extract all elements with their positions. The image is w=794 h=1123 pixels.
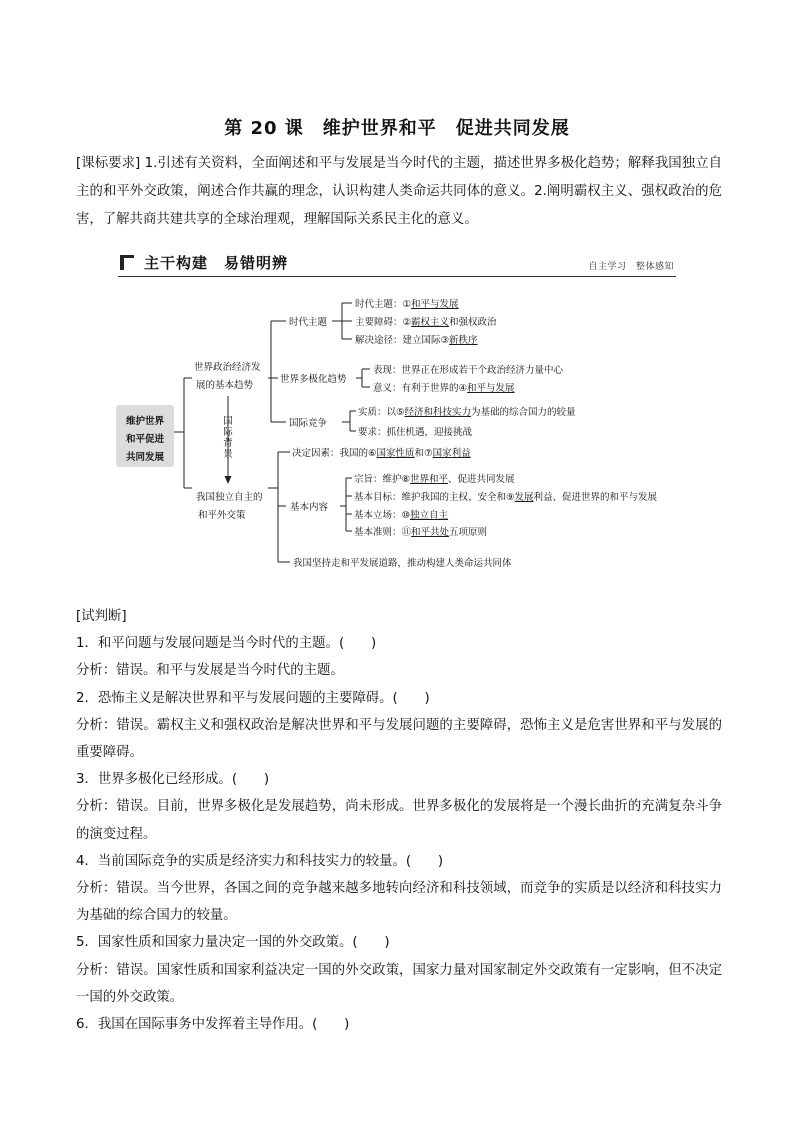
comp-item-2: [358, 426, 473, 438]
section-title: 主干构建 易错明辨: [144, 254, 289, 272]
question-1: 1．和平问题与发展问题是当今时代的主题。( ): [76, 636, 377, 652]
svg-text:国: 国: [223, 416, 233, 427]
svg-text:际: 际: [223, 427, 233, 438]
section-subtitle: 自主学习 整体感知: [588, 262, 674, 272]
svg-text:解决途径：建立国际③新秩序: 解决途径：建立国际③新秩序: [355, 335, 478, 346]
svg-text:背: 背: [223, 438, 233, 449]
svg-text:主要障碍：②霸权主义和强权政治: 主要障碍：②霸权主义和强权政治: [355, 317, 497, 328]
international-background-label: [223, 416, 233, 460]
question-6: 6．我国在国际事务中发挥着主导作用。( ): [76, 1017, 350, 1033]
analysis-5: 分析：错误。国家性质和国家利益决定一国的外交政策，国家力量对国家制定外交政策有一定影响，但不决定一国的外交政策。: [76, 962, 722, 1005]
svg-text:实质：以⑤经济和科技实力为基础的综合国力的较量: 实质：以⑤经济和科技实力为基础的综合国力的较量: [358, 407, 576, 418]
peaceful-development-path: 我国坚持走和平发展道路，推动构建人类命运共同体: [293, 558, 512, 569]
branch1-line-1: 世界政治经济发: [194, 362, 261, 373]
analysis-4: 分析：错误。当今世界，各国之间的竞争越来越多地转向经济和科技领域，而竞争的实质是以经济和科技实力为基础的综合国力的较量。: [76, 881, 722, 924]
svg-text:要求：抓住机遇，迎接挑战: 要求：抓住机遇，迎接挑战: [358, 427, 473, 438]
svg-text:表现：世界正在形成若干个政治经济力量中心: 表现：世界正在形成若干个政治经济力量中心: [373, 365, 564, 376]
svg-text:基本目标：维护我国的主权、安全和⑨发展利益、促进世界的和平与: 基本目标：维护我国的主权、安全和⑨发展利益、促进世界的和平与发展: [354, 492, 658, 503]
node-competition: 国际竞争: [289, 418, 328, 429]
judgment-section: [76, 603, 722, 1038]
question-2: 2．恐怖主义是解决世界和平与发展问题的主要障碍。( ): [76, 690, 430, 706]
analysis-1: 分析：错误。和平与发展是当今时代的主题。: [76, 663, 344, 679]
branch2-line-1: 我国独立自主的: [196, 492, 263, 503]
node-basic-content: 基本内容: [290, 502, 329, 513]
svg-text:意义：有利于世界的④和平与发展: 意义：有利于世界的④和平与发展: [373, 383, 515, 394]
svg-text:时代主题：①和平与发展: 时代主题：①和平与发展: [355, 299, 459, 310]
judgment-heading: [试判断]: [76, 609, 127, 624]
node-era-theme: 时代主题: [289, 317, 328, 328]
multi-item-2: [373, 382, 515, 394]
basic-item-1: [354, 473, 515, 485]
arrow-down-icon: [225, 476, 232, 484]
question-5: 5．国家性质和国家力量决定一国的外交政策。( ): [76, 935, 390, 951]
era-item-1: [355, 298, 459, 310]
comp-item-1: [358, 406, 576, 418]
page-title: 第 20 课 维护世界和平 促进共同发展: [224, 118, 570, 139]
branch2-line-2: 和平外交策: [198, 510, 246, 521]
analysis-2: 分析：错误。霸权主义和强权政治是解决世界和平与发展问题的主要障碍，恐怖主义是危害世界和平与发展的重要障碍。: [76, 717, 722, 761]
question-4: 4．当前国际竞争的实质是经济实力和科技实力的较量。( ): [76, 853, 444, 869]
root-line-2: 和平促进: [125, 434, 165, 445]
era-item-2: [355, 316, 497, 328]
multi-item-1: [373, 364, 564, 376]
requirement-text: 1.引述有关资料，全面阐述和平与发展是当今时代的主题，描述世界多极化趋势；解释我国独立自主的和平外交政策，阐述合作共赢的理念，认识构建人类命运共同体的意义。2.阐明霸权主义、强权政治的危害，了解共商共建共享的全球治理观，理解国际关系民主化的意义。: [76, 156, 722, 227]
diagram-root: [126, 415, 165, 463]
root-line-1: 维护世界: [125, 416, 165, 427]
basic-item-4: [354, 526, 487, 538]
branch1-line-2: 展的基本趋势: [196, 380, 254, 391]
svg-text:决定因素：我国的⑥国家性质和⑦国家利益: 决定因素：我国的⑥国家性质和⑦国家利益: [292, 448, 471, 459]
svg-text:基本准则：⑪和平共处五项原则: 基本准则：⑪和平共处五项原则: [354, 527, 488, 538]
era-item-3: [355, 334, 478, 346]
question-3: 3．世界多极化已经形成。( ): [76, 772, 270, 788]
svg-text:基本立场：⑩独立自主: 基本立场：⑩独立自主: [354, 510, 449, 521]
root-line-3: 共同发展: [125, 452, 165, 463]
svg-text:宗旨：维护⑧世界和平、促进共同发展: 宗旨：维护⑧世界和平、促进共同发展: [354, 474, 515, 485]
basic-item-3: [354, 509, 449, 521]
diagram-connectors: [174, 303, 370, 562]
requirement-label: [课标要求]: [76, 156, 141, 171]
node-multipolar: 世界多极化趋势: [280, 374, 347, 385]
basic-item-2: [354, 491, 658, 503]
decisive-factor: [292, 447, 471, 459]
svg-text:景: 景: [223, 449, 233, 460]
analysis-3: 分析：错误。目前，世界多极化是发展趋势，尚未形成。世界多极化的发展将是一个漫长曲折的充满复杂斗争的演变过程。: [76, 799, 722, 842]
